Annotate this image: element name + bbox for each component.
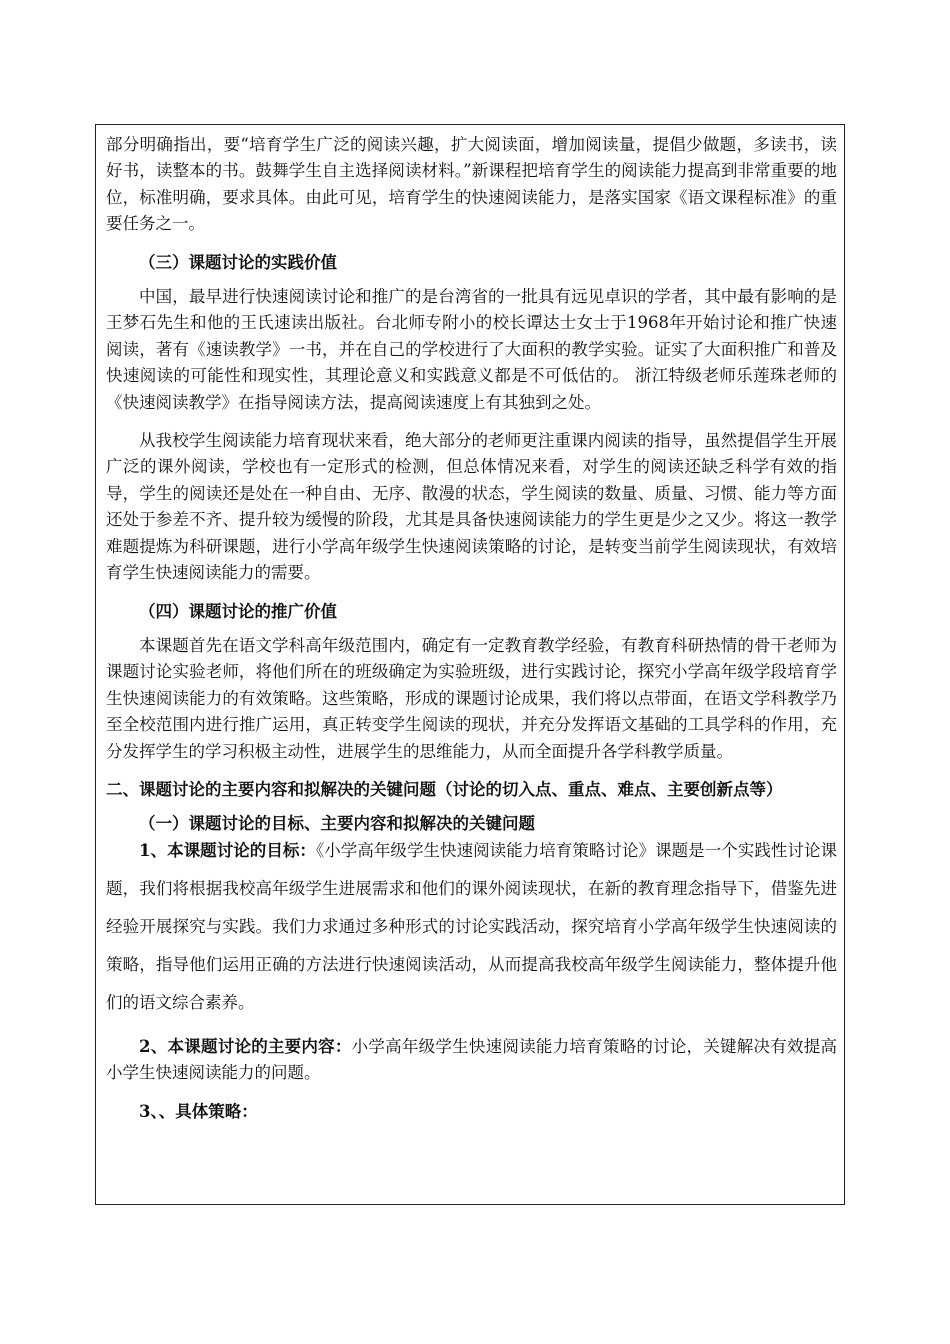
document-body [106, 132, 837, 1125]
practice-paragraph-1: 中国，最早进行快速阅读讨论和推广的是台湾省的一批具有远见卓识的学者，其中最有影响的是王梦石先生和他的王氏速读出版社。台北师专附小的校长谭达士女士于1968年开始讨论和推广快速阅读，著有《速读教学》一书，并在自己的学校进行了大面积的教学实验。证实了大面积推广和普及快速阅读的可能性和现实性，其理论意义和实践意义都是不可低估的。 浙江特级老师乐莲珠老师的《快速阅读教学》在指导阅读方法，提高阅读速度上有其独到之处。 [106, 287, 837, 412]
heading-practice-value: （三）课题讨论的实践价值 [139, 252, 337, 272]
goal-paragraph [106, 832, 837, 1022]
subsection-one-heading: （一）课题讨论的目标、主要内容和拟解决的关键问题 [139, 814, 535, 834]
content-label: 2、本课题讨论的主要内容： [139, 1036, 352, 1056]
goal-label: 1、本课题讨论的目标： [139, 840, 316, 860]
goal-text: 《小学高年级学生快速阅读能力培育策略讨论》课题是一个实践性讨论课题，我们将根据我校高年级学生进展需求和他们的课外阅读现状，在新的教育理念指导下，借鉴先进经验开展探究与实践。我们力求通过多种形式的讨论实践活动，探究培育小学高年级学生快速阅读的策略，指导他们运用正确的方法进行快速阅读活动，从而提高我校高年级学生阅读能力，整体提升他们的语文综合素养。 [106, 840, 838, 1012]
content-text: 小学高年级学生快速阅读能力培育策略的讨论，关键解决有效提高小学生快速阅读能力的问题。 [106, 1036, 838, 1083]
table-cell-frame [95, 124, 845, 1205]
heading-promotion-value: （四）课题讨论的推广价值 [139, 601, 337, 621]
section-two-heading: 二、课题讨论的主要内容和拟解决的关键问题（讨论的切入点、重点、难点、主要创新点等） [106, 779, 783, 799]
promotion-paragraph: 本课题首先在语文学科高年级范围内，确定有一定教育教学经验，有教育科研热情的骨干老师为课题讨论实验老师，将他们所在的班级确定为实验班级，进行实践讨论，探究小学高年级学段培育学生快速阅读能力的有效策略。这些策略，形成的课题讨论成果，我们将以点带面，在语文学科教学乃至全校范围内进行推广运用，真正转变学生阅读的现状，并充分发挥语文基础的工具学科的作用，充分发挥学生的学习积极主动性，进展学生的思维能力，从而全面提升各学科教学质量。 [106, 635, 837, 761]
content-paragraph [106, 1034, 837, 1087]
practice-paragraph-2: 从我校学生阅读能力培育现状来看，绝大部分的老师更注重课内阅读的指导，虽然提倡学生开展广泛的课外阅读，学校也有一定形式的检测，但总体情况来看，对学生的阅读还缺乏科学有效的指导，学生的阅读还是处在一种自由、无序、散漫的状态，学生阅读的数量、质量、习惯、能力等方面还处于参差不齐、提升较为缓慢的阶段，尤其是具备快速阅读能力的学生更是少之又少。将这一教学难题提炼为科研课题，进行小学高年级学生快速阅读策略的讨论，是转变当前学生阅读现状，有效培育学生快速阅读能力的需要。 [106, 431, 837, 583]
strategy-heading: 3、、具体策略： [139, 1101, 258, 1121]
intro-paragraph: 部分明确指出，要“培育学生广泛的阅读兴趣，扩大阅读面，增加阅读量，提倡少做题，多读书，读好书，读整本的书。鼓舞学生自主选择阅读材料。”新课程把培育学生的阅读能力提高到非常重要的地位，标准明确，要求具体。由此可见，培育学生的快速阅读能力，是落实国家《语文课程标准》的重要任务之一。 [106, 135, 837, 234]
